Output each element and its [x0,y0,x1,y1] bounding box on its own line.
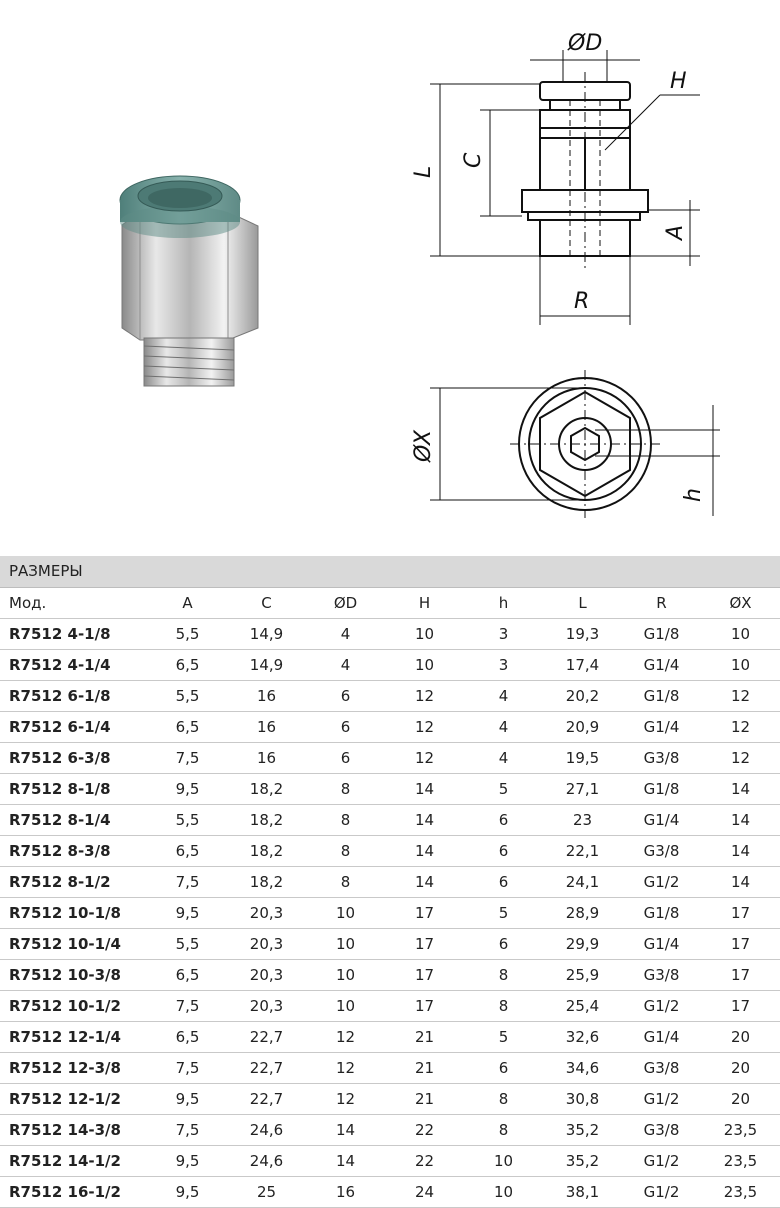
table-row [0,867,780,898]
value-cell: 8 [306,805,385,836]
value-cell: 20,3 [227,960,306,991]
table-row [0,1053,780,1084]
value-cell: 10 [464,1177,543,1208]
table-row [0,1084,780,1115]
value-cell: 10 [306,929,385,960]
table-row [0,712,780,743]
value-cell: 12 [701,743,780,774]
value-cell: 18,2 [227,836,306,867]
label-c: C [461,152,486,168]
value-cell: 9,5 [148,1084,227,1115]
label-r: R [574,289,590,314]
value-cell: 6 [464,1053,543,1084]
value-cell: 24,1 [543,867,622,898]
model-cell: R7512 8-1/2 [0,867,148,898]
value-cell: G1/8 [622,681,701,712]
value-cell: 19,3 [543,619,622,650]
value-cell: 12 [306,1084,385,1115]
header-cell: Мод. [0,588,148,619]
value-cell: 10 [306,960,385,991]
value-cell: 20,9 [543,712,622,743]
label-d: ØD [568,31,603,56]
model-cell: R7512 10-3/8 [0,960,148,991]
value-cell: 14 [306,1115,385,1146]
table-body [0,619,780,1208]
value-cell: 3 [464,650,543,681]
value-cell: 9,5 [148,1177,227,1208]
value-cell: 10 [306,991,385,1022]
value-cell: 20 [701,1053,780,1084]
value-cell: 12 [701,712,780,743]
table-row [0,805,780,836]
value-cell: 10 [701,650,780,681]
label-a: A [663,224,688,240]
table-row [0,898,780,929]
value-cell: 21 [385,1053,464,1084]
value-cell: 23,5 [701,1115,780,1146]
value-cell: 5,5 [148,619,227,650]
value-cell: 14 [385,805,464,836]
value-cell: 17 [385,960,464,991]
value-cell: 20 [701,1084,780,1115]
value-cell: 17 [701,991,780,1022]
value-cell: 12 [701,681,780,712]
value-cell: 14,9 [227,619,306,650]
value-cell: 5 [464,1022,543,1053]
value-cell: 22,7 [227,1022,306,1053]
model-cell: R7512 12-1/2 [0,1084,148,1115]
table-row [0,991,780,1022]
header-cell: h [464,588,543,619]
table-row [0,1022,780,1053]
model-cell: R7512 8-1/8 [0,774,148,805]
model-cell: R7512 6-3/8 [0,743,148,774]
value-cell: 24 [385,1177,464,1208]
value-cell: G1/4 [622,929,701,960]
value-cell: 14 [701,805,780,836]
value-cell: 18,2 [227,805,306,836]
value-cell: 18,2 [227,774,306,805]
value-cell: G3/8 [622,1053,701,1084]
value-cell: 17 [701,898,780,929]
value-cell: 4 [464,681,543,712]
value-cell: 4 [464,743,543,774]
value-cell: 6,5 [148,712,227,743]
header-cell: R [622,588,701,619]
value-cell: 7,5 [148,867,227,898]
value-cell: 29,9 [543,929,622,960]
value-cell: 10 [385,650,464,681]
value-cell: 6,5 [148,836,227,867]
header-cell: ØD [306,588,385,619]
value-cell: 22 [385,1115,464,1146]
value-cell: 6 [464,867,543,898]
table-row [0,743,780,774]
model-cell: R7512 10-1/4 [0,929,148,960]
dimensions-table [0,588,780,1208]
dimensions-section [0,556,780,1203]
table-row [0,1146,780,1177]
model-cell: R7512 4-1/4 [0,650,148,681]
value-cell: G1/2 [622,1146,701,1177]
model-cell: R7512 16-1/2 [0,1177,148,1208]
model-cell: R7512 6-1/4 [0,712,148,743]
value-cell: 14 [385,774,464,805]
header-cell: H [385,588,464,619]
value-cell: 8 [306,867,385,898]
value-cell: G1/4 [622,1022,701,1053]
value-cell: G3/8 [622,1115,701,1146]
value-cell: 9,5 [148,898,227,929]
label-h-upper: H [670,69,687,94]
value-cell: G3/8 [622,836,701,867]
value-cell: 35,2 [543,1115,622,1146]
value-cell: 14 [701,836,780,867]
value-cell: 6 [306,712,385,743]
value-cell: 38,1 [543,1177,622,1208]
value-cell: G3/8 [622,743,701,774]
table-row [0,619,780,650]
value-cell: 12 [385,712,464,743]
value-cell: 14,9 [227,650,306,681]
model-cell: R7512 8-1/4 [0,805,148,836]
header-cell: L [543,588,622,619]
header-cell: A [148,588,227,619]
value-cell: G1/8 [622,898,701,929]
model-cell: R7512 8-3/8 [0,836,148,867]
value-cell: 23,5 [701,1177,780,1208]
value-cell: 22,7 [227,1084,306,1115]
value-cell: 14 [306,1146,385,1177]
table-header-row [0,588,780,619]
value-cell: 7,5 [148,991,227,1022]
model-cell: R7512 4-1/8 [0,619,148,650]
technical-drawing [380,20,780,540]
value-cell: 5,5 [148,929,227,960]
value-cell: 17 [701,960,780,991]
value-cell: 5 [464,898,543,929]
table-row [0,836,780,867]
value-cell: 14 [385,836,464,867]
value-cell: 20,3 [227,898,306,929]
value-cell: 28,9 [543,898,622,929]
value-cell: 7,5 [148,743,227,774]
value-cell: 10 [306,898,385,929]
value-cell: 17 [385,929,464,960]
value-cell: 17,4 [543,650,622,681]
value-cell: 16 [227,743,306,774]
model-cell: R7512 10-1/2 [0,991,148,1022]
value-cell: 22 [385,1146,464,1177]
model-cell: R7512 12-3/8 [0,1053,148,1084]
value-cell: G1/4 [622,712,701,743]
value-cell: 32,6 [543,1022,622,1053]
value-cell: 5 [464,774,543,805]
value-cell: 4 [306,619,385,650]
value-cell: 10 [701,619,780,650]
value-cell: G1/2 [622,1084,701,1115]
value-cell: 12 [385,743,464,774]
label-h-lower: h [681,488,706,502]
value-cell: 6,5 [148,960,227,991]
value-cell: 25 [227,1177,306,1208]
value-cell: 17 [701,929,780,960]
value-cell: 20 [701,1022,780,1053]
value-cell: 17 [385,991,464,1022]
value-cell: 24,6 [227,1115,306,1146]
value-cell: 6 [464,836,543,867]
value-cell: 20,2 [543,681,622,712]
value-cell: G1/8 [622,619,701,650]
value-cell: 12 [306,1053,385,1084]
table-row [0,650,780,681]
section-title: РАЗМЕРЫ [0,556,780,588]
value-cell: 20,3 [227,991,306,1022]
value-cell: 16 [227,712,306,743]
value-cell: G1/2 [622,1177,701,1208]
model-cell: R7512 6-1/8 [0,681,148,712]
header-cell: ØX [701,588,780,619]
value-cell: 8 [306,774,385,805]
value-cell: G1/2 [622,867,701,898]
value-cell: 14 [701,774,780,805]
value-cell: G3/8 [622,960,701,991]
table-row [0,681,780,712]
value-cell: 6 [464,805,543,836]
model-cell: R7512 14-1/2 [0,1146,148,1177]
value-cell: 3 [464,619,543,650]
value-cell: 8 [464,1084,543,1115]
value-cell: 19,5 [543,743,622,774]
value-cell: 8 [306,836,385,867]
value-cell: 6 [306,681,385,712]
label-x: ØX [411,429,436,462]
value-cell: 16 [306,1177,385,1208]
value-cell: 14 [385,867,464,898]
value-cell: 18,2 [227,867,306,898]
model-cell: R7512 10-1/8 [0,898,148,929]
value-cell: 22,1 [543,836,622,867]
product-photo [100,160,280,400]
value-cell: 22,7 [227,1053,306,1084]
value-cell: 23,5 [701,1146,780,1177]
table-row [0,774,780,805]
header-cell: C [227,588,306,619]
table-row [0,1115,780,1146]
value-cell: 20,3 [227,929,306,960]
value-cell: G1/4 [622,650,701,681]
value-cell: 4 [306,650,385,681]
value-cell: G1/4 [622,805,701,836]
table-row [0,960,780,991]
value-cell: 9,5 [148,1146,227,1177]
product-header [0,0,780,556]
value-cell: 21 [385,1084,464,1115]
value-cell: 8 [464,991,543,1022]
value-cell: 5,5 [148,681,227,712]
value-cell: 30,8 [543,1084,622,1115]
model-cell: R7512 12-1/4 [0,1022,148,1053]
value-cell: G1/8 [622,774,701,805]
value-cell: 6 [306,743,385,774]
value-cell: 21 [385,1022,464,1053]
value-cell: 25,9 [543,960,622,991]
value-cell: 6,5 [148,650,227,681]
value-cell: 17 [385,898,464,929]
value-cell: G1/2 [622,991,701,1022]
value-cell: 8 [464,960,543,991]
value-cell: 27,1 [543,774,622,805]
table-row [0,929,780,960]
value-cell: 25,4 [543,991,622,1022]
value-cell: 34,6 [543,1053,622,1084]
value-cell: 16 [227,681,306,712]
value-cell: 10 [464,1146,543,1177]
value-cell: 35,2 [543,1146,622,1177]
value-cell: 7,5 [148,1053,227,1084]
value-cell: 14 [701,867,780,898]
label-l: L [411,165,436,178]
value-cell: 7,5 [148,1115,227,1146]
value-cell: 6 [464,929,543,960]
value-cell: 12 [385,681,464,712]
value-cell: 6,5 [148,1022,227,1053]
value-cell: 12 [306,1022,385,1053]
value-cell: 8 [464,1115,543,1146]
value-cell: 9,5 [148,774,227,805]
value-cell: 5,5 [148,805,227,836]
value-cell: 23 [543,805,622,836]
model-cell: R7512 14-3/8 [0,1115,148,1146]
value-cell: 10 [385,619,464,650]
value-cell: 4 [464,712,543,743]
value-cell: 24,6 [227,1146,306,1177]
